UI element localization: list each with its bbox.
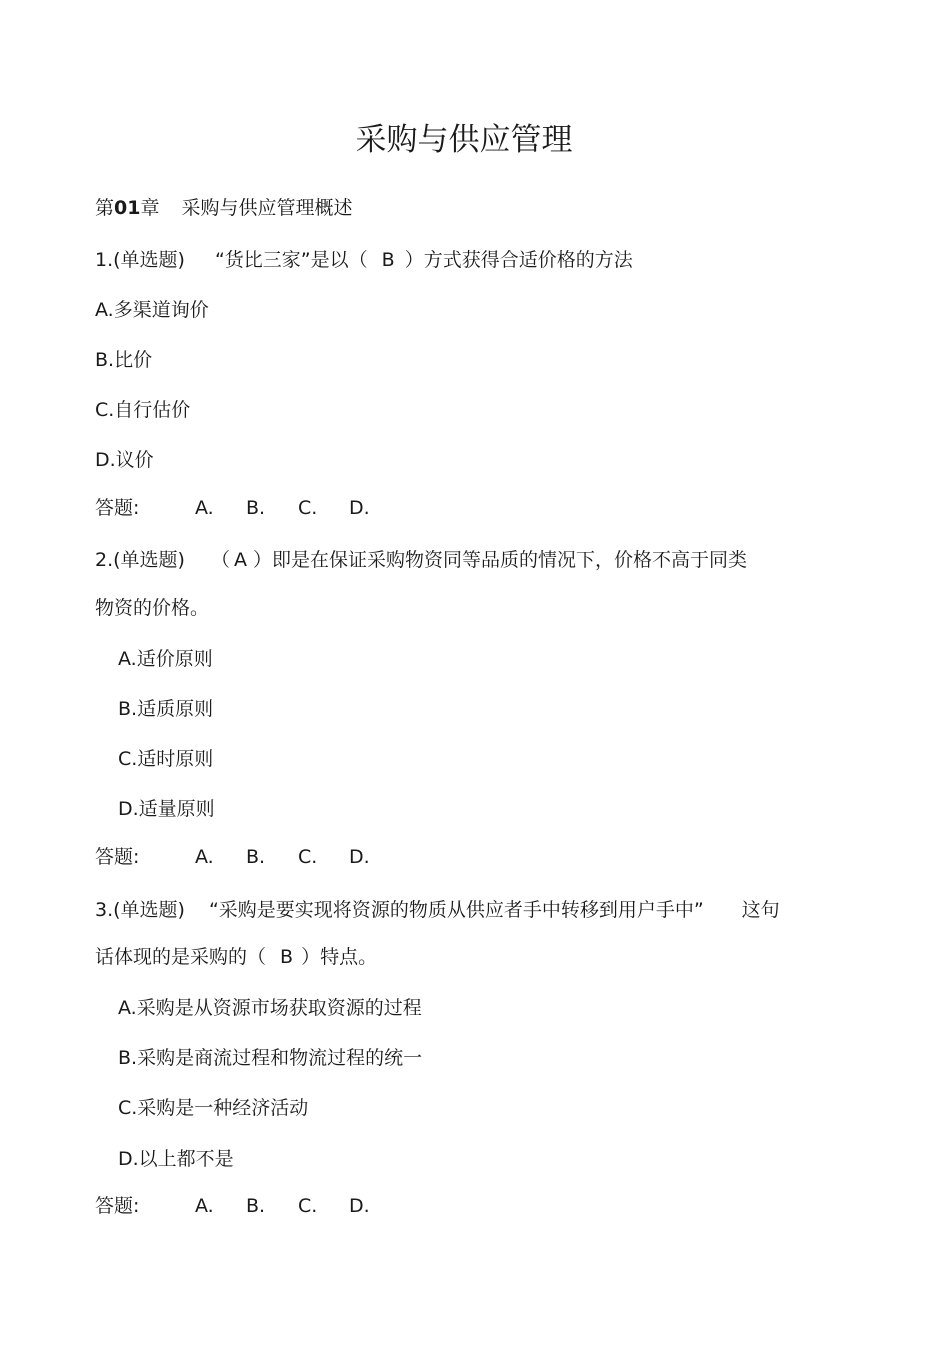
question-3-option-b: B.采购是商流过程和物流过程的统一 — [118, 1047, 423, 1069]
answer-choice-d[interactable]: D. — [349, 1195, 370, 1217]
question-stem-before: “货比三家”是以（ — [214, 249, 368, 271]
document-title: 采购与供应管理 — [355, 122, 573, 158]
question-stem-after: ）即是在保证采购物资同等品质的情况下，价格不高于同类 — [252, 549, 747, 571]
answer-choice-b[interactable]: B. — [246, 497, 266, 519]
answer-label: 答题: — [95, 1195, 140, 1217]
chapter-heading — [95, 194, 353, 222]
question-answer: A — [233, 549, 247, 571]
chapter-suffix: 章 — [140, 197, 160, 219]
question-3-answer-row — [95, 1192, 495, 1220]
question-2-answer-row — [95, 843, 495, 871]
question-1-answer-row — [95, 494, 495, 522]
question-3-option-c: C.采购是一种经济活动 — [118, 1097, 309, 1119]
question-2-option-c: C.适时原则 — [118, 748, 214, 770]
question-3-option-a: A.采购是从资源市场获取资源的过程 — [118, 997, 422, 1019]
answer-choice-c[interactable]: C. — [298, 497, 318, 519]
question-1-option-d: D.议价 — [95, 449, 154, 471]
question-stem-before: “采购是要实现将资源的物质从供应者手中转移到用户手中” — [208, 899, 704, 921]
chapter-name: 采购与供应管理概述 — [181, 197, 353, 219]
question-stem-before: （ — [210, 549, 230, 571]
answer-choice-a[interactable]: A. — [195, 846, 214, 868]
question-number: 3. — [95, 899, 114, 921]
question-2-text — [95, 546, 747, 574]
answer-label: 答题: — [95, 497, 140, 519]
chapter-prefix: 第 — [95, 197, 115, 219]
question-number: 2. — [95, 549, 114, 571]
question-type: (单选题) — [113, 899, 185, 921]
question-2-option-a: A.适价原则 — [118, 648, 213, 670]
question-stem-after: ）方式获得合适价格的方法 — [404, 249, 633, 271]
question-number: 1. — [95, 249, 114, 271]
answer-choice-b[interactable]: B. — [246, 846, 266, 868]
question-answer: B — [381, 249, 395, 271]
answer-choice-c[interactable]: C. — [298, 1195, 318, 1217]
question-2-option-b: B.适质原则 — [118, 698, 214, 720]
answer-label: 答题: — [95, 846, 140, 868]
answer-choice-d[interactable]: D. — [349, 846, 370, 868]
question-3-text — [95, 896, 780, 924]
question-1-option-a: A.多渠道询价 — [95, 299, 209, 321]
question-2-continuation: 物资的价格。 — [95, 597, 210, 619]
question-1-option-b: B.比价 — [95, 349, 153, 371]
question-3-continuation — [95, 943, 377, 971]
question-2-option-d: D.适量原则 — [118, 798, 215, 820]
question-continuation-after: ）特点。 — [301, 946, 378, 968]
answer-choice-b[interactable]: B. — [246, 1195, 266, 1217]
question-type: (单选题) — [113, 249, 185, 271]
question-type: (单选题) — [113, 549, 185, 571]
question-continuation-before: 话体现的是采购的（ — [95, 946, 267, 968]
answer-choice-c[interactable]: C. — [298, 846, 318, 868]
question-stem-after: 这句 — [741, 899, 780, 921]
answer-choice-a[interactable]: A. — [195, 1195, 214, 1217]
question-3-option-d: D.以上都不是 — [118, 1148, 234, 1170]
chapter-number: 01 — [114, 197, 141, 219]
answer-choice-d[interactable]: D. — [349, 497, 370, 519]
question-1-option-c: C.自行估价 — [95, 399, 191, 421]
question-1-text — [95, 246, 633, 274]
answer-choice-a[interactable]: A. — [195, 497, 214, 519]
question-answer: B — [280, 946, 294, 968]
